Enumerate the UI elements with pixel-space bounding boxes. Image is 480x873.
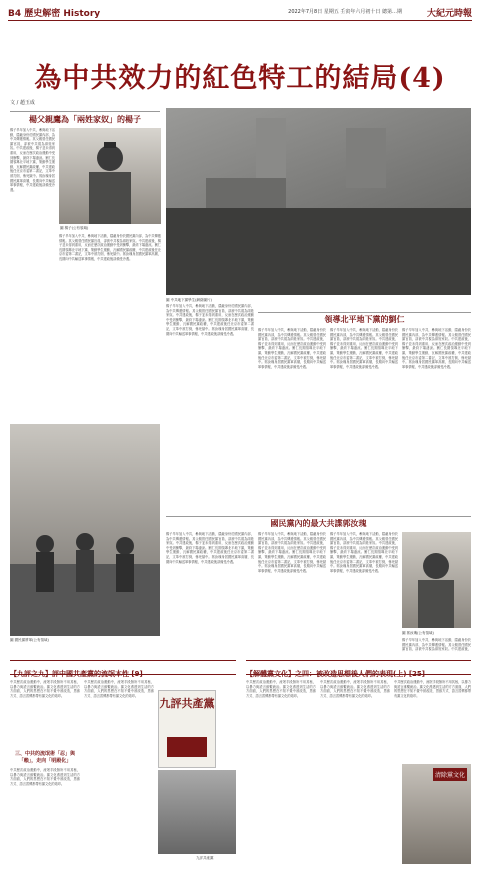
body-text: 楊子早年加入中共，參與地下活動，隱蔽身份於國民黨內部，為中共傳遞情報。其父親曾任國民黨官員，卻被中共視為兩姓家奴。中共建政後，楊子並未得到重用，反而在歷次政治運動中受到衝擊，最終下場淒涼。劉仁長期領導北平地下黨，策動學生運動，瓦解國民黨政權，中共建政後任北京市委第二書記，文革中被打倒，慘死獄中。郭汝瑰身居國民黨軍高層，長期向中共輸送軍事情報，中共建政後卻備受冷遇。 bbox=[59, 234, 161, 261]
body-text: 楊子早年加入中共，參與地下活動，隱蔽身份於國民黨內部，為中共傳遞情報。其父親曾任國民黨官員，卻被中共視為兩姓家奴。中共建政後，楊子並未得到重用，反而在歷次政治運動中受到衝擊，最終下場淒涼。劉仁長期領導北平地下黨，策動學生運動，瓦解國民黨政權，中共建政後任北京市委第二書記，文革中被打倒，慘死獄中。郭汝瑰身居國民黨軍高層，長期向中共輸送軍事情報，中共建政後卻備受冷遇。 bbox=[330, 532, 398, 573]
body-text: 楊子早年加入中共，參與地下活動，隱蔽身份於國民黨內部，為中共傳遞情報。其父親曾任國民黨官員，卻被中共視為兩姓家奴。中共建政後，楊子並未得到重用，反而在歷次政治運動中受到衝擊，最終下場淒涼。劉仁長期領導北平地下黨，策動學生運動，瓦解國民黨政權，中共建政後任北京市委第二書記，文革中被打倒，慘死獄中。郭汝瑰身居國民黨軍高層，長期向中共輸送軍事情報，中共建政後卻備受冷遇。 bbox=[10, 128, 55, 192]
cartoon-image bbox=[402, 764, 471, 864]
cartoon-image bbox=[158, 770, 236, 854]
column-title: 【九評之九】評中國共產黨的流氓本性 [9] bbox=[10, 670, 143, 678]
body-text: 楊子早年加入中共，參與地下活動，隱蔽身份於國民黨內部，為中共傳遞情報。其父親曾任國民黨官員，卻被中共視為兩姓家奴。中共建政後， bbox=[402, 638, 471, 652]
subhead-guo-ruhui: 國民黨內的最大共諜郭汝瑰 bbox=[270, 518, 367, 528]
portrait-photo bbox=[59, 128, 161, 224]
book-title: 九評共產黨 bbox=[159, 697, 215, 710]
section-label: B4 歷史解密 History bbox=[8, 9, 101, 19]
subhead-yang-zi: 楊父親鷹為「兩姓家奴」的楊子 bbox=[29, 114, 141, 124]
crowd-photo bbox=[166, 108, 471, 295]
body-text: 楊子早年加入中共，參與地下活動，隱蔽身份於國民黨內部，為中共傳遞情報。其父親曾任國民黨官員，卻被中共視為兩姓家奴。中共建政後，楊子並未得到重用，反而在歷次政治運動中受到衝擊，最終下場淒涼。劉仁長期領導北平地下黨，策動學生運動，瓦解國民黨政權，中共建政後任北京市委第二書記，文革中被打倒，慘死獄中。郭汝瑰身居國民黨軍高層，長期向中共輸送軍事情報，中共建政後卻備受冷遇。 bbox=[166, 532, 254, 564]
newspaper-logo: 大紀元時報 bbox=[426, 9, 472, 19]
column-bar-left bbox=[10, 660, 236, 678]
body-text: 中共歷次政治運動中，流氓手段無所不用其極，以暴力與謊言維繫統治。黨文化滲透到生活的方方面面，人們的思想在不知不覺中被改造，思維方式、語言習慣都帶有黨文化的烙印。 bbox=[394, 680, 471, 698]
body-text: 楊子早年加入中共，參與地下活動，隱蔽身份於國民黨內部，為中共傳遞情報。其父親曾任國民黨官員，卻被中共視為兩姓家奴。中共建政後，楊子並未得到重用，反而在歷次政治運動中受到衝擊，最終下場淒涼。劉仁長期領導北平地下黨，策動學生運動，瓦解國民黨政權，中共建政後任北京市委第二書記，文革中被打倒，慘死獄中。郭汝瑰身居國民黨軍高層，長期向中共輸送軍事情報，中共建政後卻備受冷遇。 bbox=[402, 328, 471, 369]
body-text: 楊子早年加入中共，參與地下活動，隱蔽身份於國民黨內部，為中共傳遞情報。其父親曾任國民黨官員，卻被中共視為兩姓家奴。中共建政後，楊子並未得到重用，反而在歷次政治運動中受到衝擊，最終下場淒涼。劉仁長期領導北平地下黨，策動學生運動，瓦解國民黨政權，中共建政後任北京市委第二書記，文革中被打倒，慘死獄中。郭汝瑰身居國民黨軍高層，長期向中共輸送軍事情報，中共建政後卻備受冷遇。 bbox=[166, 304, 254, 336]
issue-date: 2022年7月8日 星期五 壬寅年六月初十日 總第…期 bbox=[288, 9, 402, 15]
subhead-liu-ren: 領導北平地下黨的劉仁 bbox=[324, 314, 405, 324]
photo-caption: 圖 郭汝瑰(公有領域) bbox=[402, 631, 434, 635]
body-text: 楊子早年加入中共，參與地下活動，隱蔽身份於國民黨內部，為中共傳遞情報。其父親曾任國民黨官員，卻被中共視為兩姓家奴。中共建政後，楊子並未得到重用，反而在歷次政治運動中受到衝擊，最終下場淒涼。劉仁長期領導北平地下黨，策動學生運動，瓦解國民黨政權，中共建政後任北京市委第二書記，文革中被打倒，慘死獄中。郭汝瑰身居國民黨軍高層，長期向中共輸送軍事情報，中共建政後卻備受冷遇。 bbox=[258, 532, 326, 573]
photo-caption: 九評共產黨 bbox=[196, 856, 214, 860]
body-text: 中共歷次政治運動中，流氓手段無所不用其極，以暴力與謊言維繫統治。黨文化滲透到生活的方方面面，人們的思想在不知不覺中被改造，思維方式、語言習慣都帶有黨文化的烙印。 bbox=[84, 680, 154, 698]
book-emblem bbox=[167, 737, 207, 757]
column-title: 【解體黨文化】之四：被改造思想後人們的表現(上) [25] bbox=[246, 670, 425, 678]
sticker-label: 清除黨文化 bbox=[433, 768, 467, 781]
book-cover bbox=[158, 690, 216, 768]
body-text: 中共歷次政治運動中，流氓手段無所不用其極，以暴力與謊言維繫統治。黨文化滲透到生活的方方面面，人們的思想在不知不覺中被改造，思維方式、語言習慣都帶有黨文化的烙印。 bbox=[10, 768, 80, 786]
group-photo bbox=[10, 424, 160, 636]
photo-caption: 圖 中共地下黨學生(網絡圖片) bbox=[166, 298, 212, 302]
body-text: 楊子早年加入中共，參與地下活動，隱蔽身份於國民黨內部，為中共傳遞情報。其父親曾任國民黨官員，卻被中共視為兩姓家奴。中共建政後，楊子並未得到重用，反而在歷次政治運動中受到衝擊，最終下場淒涼。劉仁長期領導北平地下黨，策動學生運動，瓦解國民黨政權，中共建政後任北京市委第二書記，文革中被打倒，慘死獄中。郭汝瑰身居國民黨軍高層，長期向中共輸送軍事情報，中共建政後卻備受冷遇。 bbox=[258, 328, 326, 369]
article-title: 為中共效力的紅色特工的結局(4) bbox=[34, 63, 446, 94]
divider bbox=[10, 111, 160, 112]
divider bbox=[258, 312, 471, 313]
body-text: 楊子早年加入中共，參與地下活動，隱蔽身份於國民黨內部，為中共傳遞情報。其父親曾任國民黨官員，卻被中共視為兩姓家奴。中共建政後，楊子並未得到重用，反而在歷次政治運動中受到衝擊，最終下場淒涼。劉仁長期領導北平地下黨，策動學生運動，瓦解國民黨政權，中共建政後任北京市委第二書記，文革中被打倒，慘死獄中。郭汝瑰身居國民黨軍高層，長期向中共輸送軍事情報，中共建政後卻備受冷遇。 bbox=[330, 328, 398, 369]
page-header bbox=[8, 6, 472, 21]
portrait-photo bbox=[402, 532, 471, 628]
body-text: 中共歷次政治運動中，流氓手段無所不用其極，以暴力與謊言維繫統治。黨文化滲透到生活的方方面面，人們的思想在不知不覺中被改造，思維方式、語言習慣都帶有黨文化的烙印。 bbox=[246, 680, 316, 698]
byline: 文 / 趙玉成 bbox=[10, 100, 35, 106]
body-text: 中共歷次政治運動中，流氓手段無所不用其極，以暴力與謊言維繫統治。黨文化滲透到生活的方方面面，人們的思想在不知不覺中被改造，思維方式、語言習慣都帶有黨文化的烙印。 bbox=[320, 680, 390, 698]
photo-caption: 圖 楊子(公有領域) bbox=[60, 226, 89, 230]
photo-caption: 圖 國民黨將軍(公有領域) bbox=[10, 638, 49, 642]
column-bar-right bbox=[246, 660, 471, 678]
body-text: 中共歷次政治運動中，流氓手段無所不用其極，以暴力與謊言維繫統治。黨文化滲透到生活的方方面面，人們的思想在不知不覺中被改造，思維方式、語言習慣都帶有黨文化的烙印。 bbox=[10, 680, 80, 698]
divider bbox=[166, 516, 471, 517]
subhead-rogue: 三、中共的流氓術「忍」與「賴」，走向「明殿化」 bbox=[14, 751, 75, 764]
